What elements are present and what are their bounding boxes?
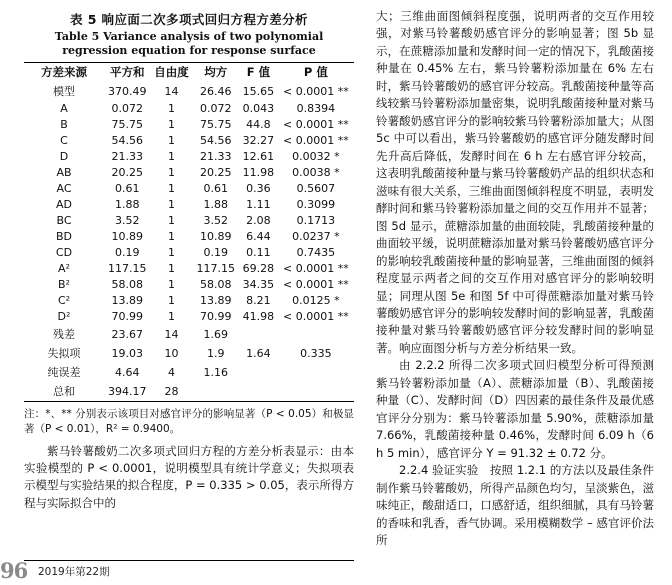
table-body <box>24 82 354 402</box>
table-row <box>24 363 354 382</box>
cell-source: D <box>59 150 69 163</box>
cell-value <box>239 363 278 382</box>
cell-value: 13.89 <box>111 294 143 307</box>
cell-value: < 0.0001 ** <box>283 278 349 291</box>
cell-source: B² <box>58 278 70 291</box>
cell-value: 75.75 <box>200 118 232 131</box>
cell-value: 0.335 <box>300 346 332 360</box>
cell-value <box>239 382 278 402</box>
cell-value: 8.21 <box>246 294 271 307</box>
cell-source: C <box>60 134 68 147</box>
col-header-ms: 均方 <box>204 65 228 79</box>
cell-value: 1.16 <box>203 365 228 379</box>
table-row <box>24 229 354 245</box>
cell-value: 4.64 <box>114 365 140 379</box>
cell-value: 34.35 <box>242 278 275 291</box>
cell-value: 0.0237 * <box>292 230 340 243</box>
cell-source: AC <box>56 182 72 195</box>
cell-value: 1.88 <box>114 198 140 211</box>
table-header-row <box>24 62 354 82</box>
cell-value: 0.0032 * <box>292 150 340 163</box>
cell-value: 0.7435 <box>296 246 336 259</box>
right-paragraph-3 <box>376 462 654 549</box>
table-row <box>24 82 354 101</box>
col-header-df: 自由度 <box>154 65 189 79</box>
right-paragraph-1: 大；三维曲面图倾斜程度强，说明两者的交互作用较强，对紫马铃薯酸奶感官评分的影响显著；图 5b 显示，在蔗糖添加量和发酵时间一定的情况下，乳酸菌接种量在 0.45% 左右，紫马铃薯粉添加量在 6% 左右时，紫马铃薯酸奶的感官评分较高。乳酸菌接种量等高线较紫马铃薯粉添加量密集，说明乳酸菌接种量对紫马铃薯酸奶感官评分的影响较紫马铃薯粉添加量大；从图 5c 中可以看出，紫马铃薯酸奶的感官评分随发酵时间先升高后降低，发酵时间在 6 h 左右感官评分较高，这表明乳酸菌接种量与紫马铃薯酸奶产品的组织状态和滋味有很大关系，三维曲面图倾斜程度不明显，表明发酵时间和紫马铃薯粉添加量之间的交互作用并不显著；图 5d 显示，蔗糖添加量的曲面较陡，乳酸菌接种量的曲面较平缓，说明蔗糖添加量对紫马铃薯酸奶感官评分的影响较乳酸菌接种量的影响显著，三维曲面图的倾斜程度显示两者之间的交互作用对感官评分的影响较明显；同理从图 5e 和图 5f 中可得蔗糖添加量对紫马铃薯酸奶感官评分的影响较发酵时间的影响显著，乳酸菌接种量对紫马铃薯酸奶感官评分较发酵时间的影响显著。响应面图分析与方差分析结果一致。 <box>376 9 654 355</box>
table-note: 注：*、** 分别表示该项目对感官评分的影响显著（P < 0.05）和极显著（P < 0.01），R² = 0.9400。 <box>24 407 354 435</box>
footer-rule <box>24 560 354 561</box>
cell-value: 14 <box>164 327 179 341</box>
cell-value <box>278 363 354 382</box>
left-paragraph-1: 紫马铃薯酸奶二次多项式回归方程的方差分析表显示：由本实验模型的 P < 0.0001，说明模型具有统计学意义；失拟项表示模型与实验结果的拟合程度，P = 0.335 > 0.05，表示所得方程与实际拟合中的 <box>24 443 354 510</box>
cell-value: < 0.0001 ** <box>283 134 349 147</box>
cell-value: 19.03 <box>111 346 143 360</box>
cell-value: 70.99 <box>200 310 232 323</box>
cell-value: 0.0038 * <box>292 166 340 179</box>
table-row <box>24 181 354 197</box>
table-row <box>24 277 354 293</box>
cell-value: 1 <box>167 230 175 243</box>
cell-value <box>193 382 239 402</box>
cell-value: 1 <box>167 262 175 275</box>
right-column <box>376 8 654 550</box>
cell-value: 41.98 <box>242 310 275 323</box>
cell-value: 10 <box>164 346 179 360</box>
cell-value: 58.08 <box>200 278 232 291</box>
cell-value: 1 <box>167 310 175 323</box>
table-row <box>24 293 354 309</box>
cell-value: 2.08 <box>246 214 271 227</box>
issue-label: 2019年第22期 <box>38 566 110 578</box>
cell-value: 0.61 <box>203 182 228 195</box>
cell-value: 0.1713 <box>296 214 336 227</box>
table-row <box>24 261 354 277</box>
cell-value: < 0.0001 ** <box>283 84 349 98</box>
table-row <box>24 133 354 149</box>
right-paragraph-2: 由 2.2.2 所得二次多项式回归模型分析可得预测紫马铃薯粉添加量（A）、蔗糖添加量（B）、乳酸菌接种量（C）、发酵时间（D）四因素的最佳条件及最优感官评分分别为：紫马铃薯添加量 5.90%，蔗糖添加量 7.66%，乳酸菌接种量 0.46%，发酵时间 6.09 h（6 h 5 min），感官评分 Y = 91.32 ± 0.72 分。 <box>376 358 654 460</box>
cell-source: AD <box>56 198 72 211</box>
cell-value: 13.89 <box>200 294 232 307</box>
cell-value: 0.072 <box>111 102 143 115</box>
cell-value: 14 <box>164 84 179 98</box>
cell-value: 1 <box>167 182 175 195</box>
cell-value: 15.65 <box>242 84 275 98</box>
cell-value: 10.89 <box>200 230 232 243</box>
cell-value: 4 <box>167 365 175 379</box>
table-title-cn: 表 5 响应面二次多项式回归方程方差分析 <box>70 12 308 27</box>
cell-value: 6.44 <box>246 230 271 243</box>
cell-source: D² <box>57 310 71 323</box>
cell-value: < 0.0001 ** <box>283 118 349 131</box>
table-row <box>24 197 354 213</box>
cell-value: 1 <box>167 134 175 147</box>
cell-value: 1.11 <box>246 198 271 211</box>
cell-value: 0.3099 <box>296 198 336 211</box>
table-row <box>24 382 354 402</box>
page-footer <box>0 559 672 585</box>
cell-value: 1.9 <box>207 346 225 360</box>
cell-value: 1 <box>167 246 175 259</box>
page-number: 96 <box>0 558 28 583</box>
cell-source: 总和 <box>53 385 75 398</box>
cell-value: 0.11 <box>246 246 271 259</box>
cell-source: A² <box>58 262 70 275</box>
table-row <box>24 149 354 165</box>
cell-value: 117.15 <box>107 262 147 275</box>
cell-value: 1 <box>167 150 175 163</box>
table-row <box>24 101 354 117</box>
table-header <box>24 62 354 82</box>
cell-value: 69.28 <box>242 262 275 275</box>
cell-source: CD <box>55 246 73 259</box>
cell-value: 0.043 <box>242 102 275 115</box>
cell-value: 0.19 <box>114 246 140 259</box>
section-heading-2-2-4: 2.2.4 验证实验 <box>399 463 479 478</box>
cell-value: 26.46 <box>200 84 232 98</box>
right-paragraph-3-body: 按照 1.2.1 的方法以及最佳条件制作紫马铃薯酸奶，所得产品颜色均匀，呈淡紫色，滋味纯正，酸甜适口，口感舒适，组织细腻，具有马铃薯的香味和乳香，香气协调。采用模糊数学 – 感官评价法所 <box>376 463 654 548</box>
cell-value: 3.52 <box>203 214 228 227</box>
cell-source: 失拟项 <box>47 347 81 360</box>
table-row <box>24 117 354 133</box>
cell-value: 1 <box>167 166 175 179</box>
cell-value: < 0.0001 ** <box>283 262 349 275</box>
cell-value: 117.15 <box>196 262 235 275</box>
cell-value: 1.88 <box>203 198 228 211</box>
cell-value: 3.52 <box>114 214 140 227</box>
cell-value: 21.33 <box>111 150 143 163</box>
cell-value: 20.25 <box>200 166 232 179</box>
cell-value: 0.5607 <box>296 182 336 195</box>
cell-value: 394.17 <box>107 384 147 398</box>
cell-value: 0.19 <box>203 246 228 259</box>
cell-source: C² <box>57 294 71 307</box>
table-row <box>24 344 354 363</box>
col-header-source: 方差来源 <box>41 65 87 79</box>
cell-value <box>278 325 354 344</box>
cell-value: 0.0125 * <box>292 294 340 307</box>
cell-value <box>239 325 278 344</box>
table-row <box>24 165 354 181</box>
cell-value: 11.98 <box>242 166 275 179</box>
cell-value: 20.25 <box>111 166 143 179</box>
table-row <box>24 309 354 325</box>
cell-value: 54.56 <box>111 134 143 147</box>
cell-value: 1 <box>167 294 175 307</box>
cell-value: 21.33 <box>200 150 232 163</box>
cell-value: 370.49 <box>107 84 147 98</box>
cell-value: 1 <box>167 198 175 211</box>
cell-value: 1.64 <box>246 346 271 360</box>
cell-value: < 0.0001 ** <box>283 310 349 323</box>
col-header-p: P 值 <box>303 65 328 79</box>
cell-value: 1 <box>167 278 175 291</box>
cell-source: B <box>60 118 68 131</box>
cell-value: 1 <box>167 102 175 115</box>
cell-value: 0.8394 <box>296 102 336 115</box>
table-row <box>24 245 354 261</box>
table-title-en: Table 5 Variance analysis of two polynomial regression equation for response surface <box>54 30 324 57</box>
cell-source: BD <box>55 230 73 243</box>
cell-value: 1 <box>167 214 175 227</box>
cell-value: 0.61 <box>114 182 140 195</box>
cell-value: 54.56 <box>200 134 232 147</box>
cell-value: 75.75 <box>111 118 143 131</box>
cell-value: 1 <box>167 118 175 131</box>
table-row <box>24 213 354 229</box>
cell-value: 10.89 <box>111 230 143 243</box>
cell-source: A <box>60 102 68 115</box>
table-row <box>24 325 354 344</box>
cell-value: 32.27 <box>242 134 275 147</box>
anova-table <box>24 62 354 402</box>
col-header-ss: 平方和 <box>109 65 145 79</box>
cell-value: 12.61 <box>242 150 275 163</box>
left-column <box>24 10 354 512</box>
cell-value: 0.36 <box>246 182 271 195</box>
cell-value: 70.99 <box>111 310 143 323</box>
cell-source: AB <box>56 166 72 179</box>
cell-value: 58.08 <box>111 278 143 291</box>
cell-source: BC <box>56 214 72 227</box>
cell-value: 23.67 <box>111 327 143 341</box>
cell-value: 1.69 <box>203 327 228 341</box>
cell-source: 模型 <box>53 85 75 98</box>
cell-value <box>278 382 354 402</box>
cell-source: 残差 <box>53 328 75 341</box>
cell-value: 28 <box>164 384 179 398</box>
cell-source: 纯误差 <box>47 366 81 379</box>
cell-value: 44.8 <box>246 118 271 131</box>
col-header-f: F 值 <box>246 65 271 79</box>
cell-value: 0.072 <box>200 102 232 115</box>
